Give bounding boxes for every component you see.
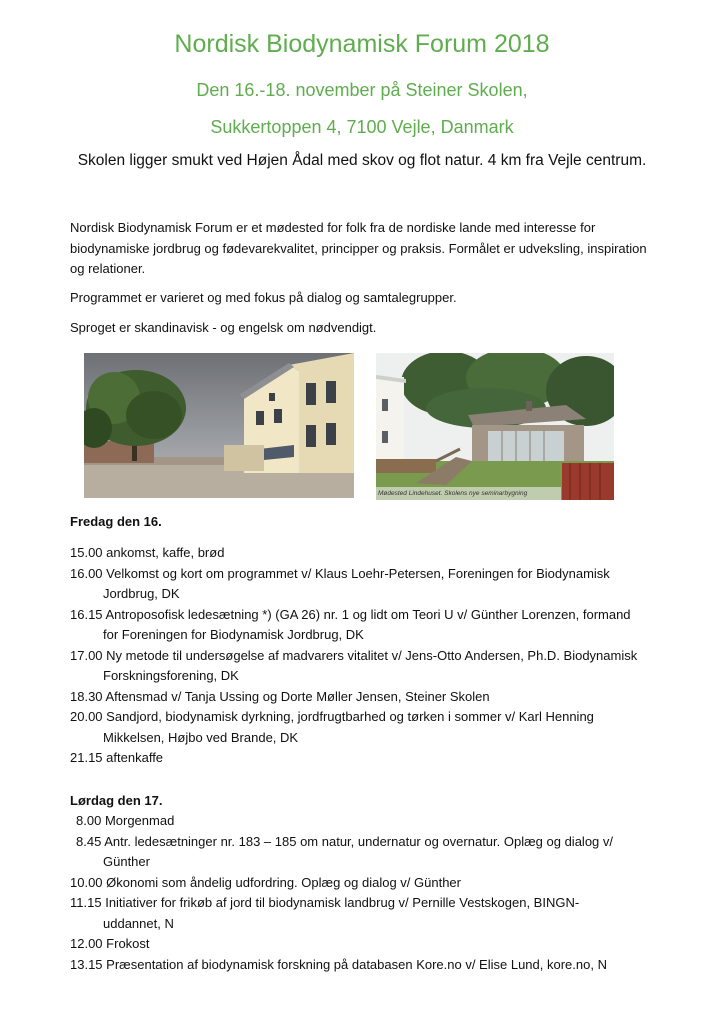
- schedule-time: 11.15: [70, 895, 102, 910]
- friday-heading: Fredag den 16.: [70, 514, 162, 529]
- schedule-text: Ny metode til undersøgelse af madvarers vitalitet v/ Jens-Otto Andersen, Ph.D. Biodynamisk: [106, 647, 638, 663]
- date-line: Den 16.-18. november på Steiner Skolen,: [196, 80, 528, 100]
- schedule-time: 16.00: [70, 565, 103, 581]
- address-line: Sukkertoppen 4, 7100 Vejle, Danmark: [210, 117, 514, 137]
- schedule-time: 8.00: [76, 813, 102, 828]
- schedule-item: [70, 955, 670, 976]
- schedule-text: ankomst, kaffe, brød: [106, 545, 225, 560]
- schedule-item: [70, 873, 670, 894]
- schedule-item: [70, 707, 670, 748]
- language-paragraph: Sproget er skandinavisk - og engelsk om nødvendigt.: [70, 320, 377, 335]
- schedule-time: 20.00: [70, 709, 103, 724]
- schedule-text: Initiativer for frikøb af jord til biodynamisk landbrug v/ Pernille Vestskogen, BINGN-: [105, 895, 580, 910]
- schedule-time: 13.15: [70, 956, 103, 972]
- schedule-item: [70, 811, 670, 832]
- schedule-time: 15.00: [70, 545, 103, 560]
- schedule-item: [70, 893, 670, 934]
- schedule-text: Frokost: [106, 936, 150, 951]
- schedule-text: Økonomi som åndelig udfordring. Oplæg og dialog v/ Günther: [106, 874, 461, 890]
- schedule-text: Sandjord, biodynamisk dyrkning, jordfrugtbarhed og tørken i sommer v/ Karl Henning: [106, 709, 594, 724]
- saturday-heading: Lørdag den 17.: [70, 793, 163, 808]
- schedule-time: 12.00: [70, 936, 103, 951]
- schedule-item: [70, 646, 670, 687]
- schedule-text: Præsentation af biodynamisk forskning på databasen Kore.no v/ Elise Lund, kore.no, N: [106, 956, 607, 972]
- intro-paragraph: Nordisk Biodynamisk Forum er et mødested for folk fra de nordiske lande med interesse for biodynamiske jordbrug og fødevarekvalitet, principper og praksis. Formålet er udveksling, inspiration og relationer.: [70, 220, 647, 276]
- schedule-text-continued: for Foreningen for Biodynamisk Jordbrug, DK: [103, 627, 364, 642]
- schedule-time: 21.15: [70, 750, 103, 765]
- document-title: Nordisk Biodynamisk Forum 2018: [174, 30, 550, 58]
- schedule-time: 17.00: [70, 647, 103, 663]
- schedule-time: 10.00: [70, 874, 103, 890]
- schedule-time: 16.15: [70, 606, 103, 622]
- photo-caption: Mødested Lindehuset. Skolens nye seminarbygning: [378, 490, 528, 497]
- schedule-item: [70, 934, 670, 955]
- schedule-item: [70, 564, 670, 605]
- schedule-text: aftenkaffe: [106, 750, 164, 765]
- schedule-text: Velkomst og kort om programmet v/ Klaus Loehr-Petersen, Foreningen for Biodynamisk: [106, 565, 610, 581]
- schedule-text-continued: uddannet, N: [103, 915, 174, 931]
- schedule-time: 18.30: [70, 688, 103, 704]
- friday-schedule: [70, 543, 670, 769]
- schedule-text: Antroposofisk ledesætning *) (GA 26) nr. 1 og lidt om Teori U v/ Günther Lorenzen, formand: [105, 606, 631, 622]
- location-note: Skolen ligger smukt ved Højen Ådal med skov og flot natur. 4 km fra Vejle centrum.: [77, 152, 647, 169]
- schedule-item: [70, 543, 670, 564]
- schedule-text: Aftensmad v/ Tanja Ussing og Dorte Møller Jensen, Steiner Skolen: [105, 688, 490, 704]
- schedule-item: [70, 605, 670, 646]
- schedule-item: [70, 748, 670, 769]
- saturday-schedule: [70, 811, 670, 975]
- school-building-photo: [84, 353, 354, 498]
- schedule-time: 8.45: [76, 833, 102, 849]
- schedule-item: [70, 832, 670, 873]
- program-paragraph: Programmet er varieret og med fokus på dialog og samtalegrupper.: [70, 290, 457, 305]
- schedule-text-continued: Forskningsforening, DK: [103, 668, 239, 683]
- schedule-text: Morgenmad: [104, 813, 175, 828]
- schedule-text: Antr. ledesætninger nr. 183 – 185 om natur, undernatur og overnatur. Oplæg og dialog v/: [104, 833, 613, 849]
- seminar-building-photo: [376, 353, 614, 500]
- schedule-text-continued: Mikkelsen, Højbo ved Brande, DK: [103, 729, 299, 745]
- schedule-text-continued: Günther: [103, 854, 150, 869]
- schedule-text-continued: Jordbrug, DK: [103, 586, 180, 601]
- schedule-item: [70, 687, 670, 708]
